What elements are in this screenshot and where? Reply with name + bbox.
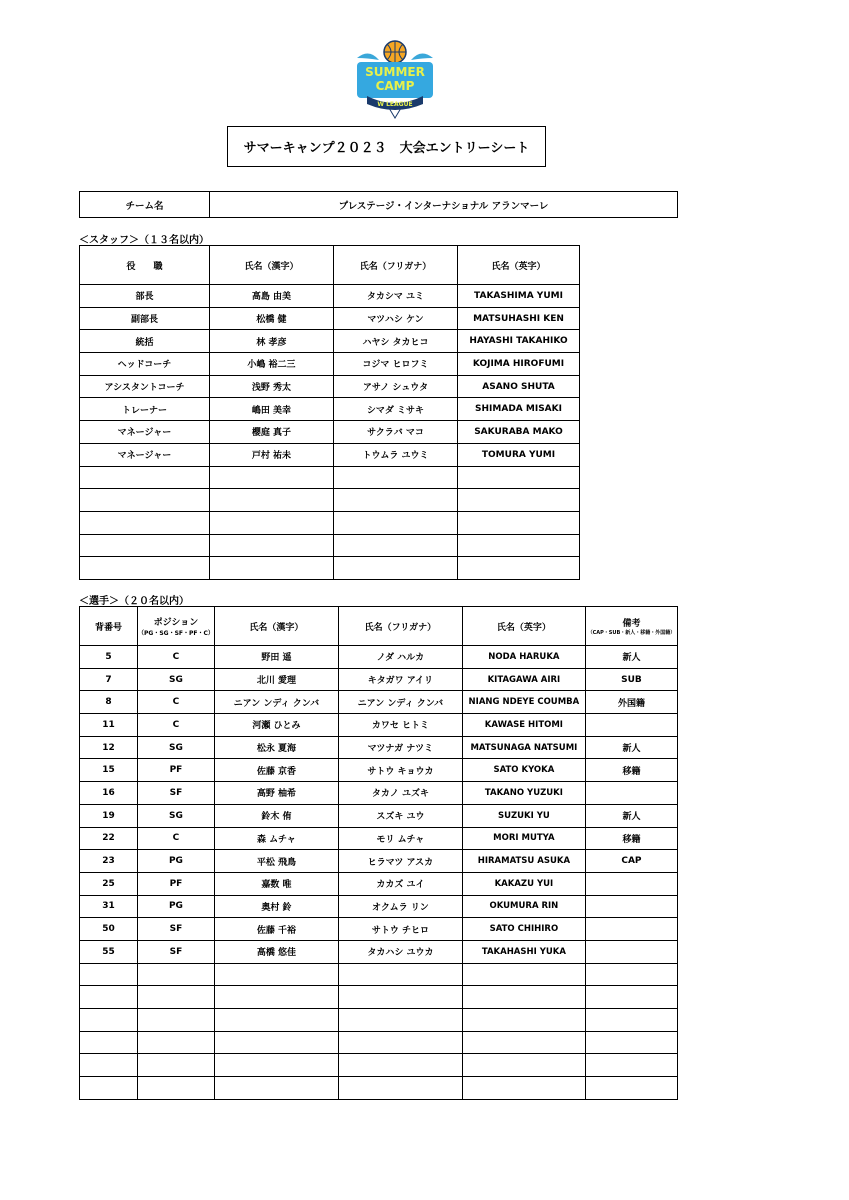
player-number: 23	[80, 850, 138, 873]
player-name-kana	[338, 1077, 462, 1100]
player-row	[80, 1054, 678, 1077]
player-name-kana	[338, 1031, 462, 1054]
staff-name-kana	[334, 557, 458, 580]
player-name-english: SUZUKI YU	[462, 804, 585, 827]
player-number: 50	[80, 918, 138, 941]
player-note	[585, 782, 677, 805]
player-name-kana: キタガワ アイリ	[338, 668, 462, 691]
player-position: C	[138, 714, 215, 737]
player-note	[585, 872, 677, 895]
staff-name-kana	[334, 511, 458, 534]
staff-name-kanji: 戸村 祐未	[210, 443, 334, 466]
staff-role: トレーナー	[80, 398, 210, 421]
staff-name-kanji: 林 孝彦	[210, 330, 334, 353]
player-name-english	[462, 986, 585, 1009]
player-number: 5	[80, 646, 138, 669]
logo-text-camp: CAMP	[375, 79, 415, 93]
staff-row	[80, 375, 580, 398]
staff-row	[80, 285, 580, 308]
player-name-english	[462, 1031, 585, 1054]
staff-name-english	[458, 557, 580, 580]
staff-role: 副部長	[80, 307, 210, 330]
staff-name-kanji	[210, 534, 334, 557]
staff-header-role: 役 職	[80, 246, 210, 285]
staff-name-kanji	[210, 489, 334, 512]
summer-camp-logo	[349, 38, 441, 120]
staff-name-kana	[334, 489, 458, 512]
player-number	[80, 1031, 138, 1054]
player-header-english: 氏名（英字）	[462, 607, 585, 646]
player-name-english: NIANG NDEYE COUMBA	[462, 691, 585, 714]
player-number: 7	[80, 668, 138, 691]
player-row	[80, 918, 678, 941]
player-name-kanji: 佐藤 京香	[214, 759, 338, 782]
player-position: SG	[138, 804, 215, 827]
player-position: SG	[138, 736, 215, 759]
player-name-english: OKUMURA RIN	[462, 895, 585, 918]
staff-role	[80, 511, 210, 534]
player-header-position	[138, 607, 215, 646]
player-note: 移籍	[585, 759, 677, 782]
player-position: PG	[138, 895, 215, 918]
player-name-english: MORI MUTYA	[462, 827, 585, 850]
player-row	[80, 714, 678, 737]
player-name-kanji: 佐藤 千裕	[214, 918, 338, 941]
player-note	[585, 940, 677, 963]
player-name-kanji: 森 ムチャ	[214, 827, 338, 850]
player-position: PF	[138, 759, 215, 782]
player-position	[138, 986, 215, 1009]
player-name-kanji: 河瀬 ひとみ	[214, 714, 338, 737]
player-position	[138, 1077, 215, 1100]
staff-name-kana	[334, 534, 458, 557]
team-table	[79, 191, 678, 218]
player-number: 19	[80, 804, 138, 827]
player-row	[80, 963, 678, 986]
staff-role	[80, 534, 210, 557]
player-name-kanji: 北川 愛理	[214, 668, 338, 691]
player-note	[585, 1077, 677, 1100]
staff-row	[80, 307, 580, 330]
player-header-note-sub: （CAP・SUB・新人・移籍・外国籍）	[587, 630, 676, 636]
player-header-position-sub: （PG・SG・SF・PF・C）	[138, 630, 214, 637]
player-row	[80, 872, 678, 895]
player-number: 8	[80, 691, 138, 714]
player-name-kanji: 奥村 鈴	[214, 895, 338, 918]
team-name: プレステージ・インターナショナル アランマーレ	[210, 192, 678, 218]
player-note	[585, 918, 677, 941]
staff-name-english: TOMURA YUMI	[458, 443, 580, 466]
staff-name-english: TAKASHIMA YUMI	[458, 285, 580, 308]
staff-row	[80, 489, 580, 512]
player-name-kana: スズキ ユウ	[338, 804, 462, 827]
player-name-english: TAKANO YUZUKI	[462, 782, 585, 805]
player-number: 16	[80, 782, 138, 805]
staff-role	[80, 557, 210, 580]
staff-name-english: SAKURABA MAKO	[458, 421, 580, 444]
player-table	[79, 606, 678, 1100]
staff-role: ヘッドコーチ	[80, 353, 210, 376]
player-name-kana	[338, 1009, 462, 1032]
staff-row	[80, 421, 580, 444]
player-note	[585, 714, 677, 737]
staff-name-kana: シマダ ミサキ	[334, 398, 458, 421]
staff-name-kanji	[210, 557, 334, 580]
player-name-kana: マツナガ ナツミ	[338, 736, 462, 759]
staff-name-kanji: 松橋 健	[210, 307, 334, 330]
player-note	[585, 986, 677, 1009]
team-label: チーム名	[80, 192, 210, 218]
player-section-label: ＜選手＞（２０名以内）	[79, 596, 189, 607]
player-name-kanji	[214, 1077, 338, 1100]
player-number: 12	[80, 736, 138, 759]
player-name-kanji: 鈴木 侑	[214, 804, 338, 827]
staff-role: マネージャー	[80, 421, 210, 444]
player-name-kana: カカズ ユイ	[338, 872, 462, 895]
staff-table	[79, 245, 580, 580]
player-name-kana: ノダ ハルカ	[338, 646, 462, 669]
staff-row	[80, 557, 580, 580]
staff-name-english: MATSUHASHI KEN	[458, 307, 580, 330]
staff-row	[80, 398, 580, 421]
player-name-kanji: 高橋 悠佳	[214, 940, 338, 963]
player-row	[80, 895, 678, 918]
player-name-kanji	[214, 963, 338, 986]
staff-role: 統括	[80, 330, 210, 353]
player-row	[80, 986, 678, 1009]
player-name-english	[462, 1054, 585, 1077]
player-header-number: 背番号	[80, 607, 138, 646]
staff-name-kana: トウムラ ユウミ	[334, 443, 458, 466]
player-number: 22	[80, 827, 138, 850]
player-number: 15	[80, 759, 138, 782]
player-number	[80, 1077, 138, 1100]
staff-name-kanji: 浅野 秀太	[210, 375, 334, 398]
staff-name-kanji	[210, 466, 334, 489]
staff-name-kana: アサノ シュウタ	[334, 375, 458, 398]
player-note: 新人	[585, 736, 677, 759]
staff-role	[80, 489, 210, 512]
player-name-kanji: 嘉数 唯	[214, 872, 338, 895]
player-row	[80, 1009, 678, 1032]
player-note: 新人	[585, 804, 677, 827]
player-name-english: KAKAZU YUI	[462, 872, 585, 895]
staff-name-kanji: 櫻庭 真子	[210, 421, 334, 444]
player-name-kanji: ニアン ンディ クンバ	[214, 691, 338, 714]
player-position: PG	[138, 850, 215, 873]
player-note: 新人	[585, 646, 677, 669]
player-row	[80, 804, 678, 827]
player-name-kanji: 高野 柚希	[214, 782, 338, 805]
player-name-kanji	[214, 1009, 338, 1032]
player-note: 移籍	[585, 827, 677, 850]
staff-name-english: SHIMADA MISAKI	[458, 398, 580, 421]
player-row	[80, 759, 678, 782]
staff-row	[80, 534, 580, 557]
player-position	[138, 1054, 215, 1077]
player-name-kana: サトウ チヒロ	[338, 918, 462, 941]
player-position	[138, 1009, 215, 1032]
player-name-kanji	[214, 1054, 338, 1077]
player-row	[80, 782, 678, 805]
player-note	[585, 1031, 677, 1054]
player-number	[80, 986, 138, 1009]
player-row	[80, 1077, 678, 1100]
player-name-kana: タカノ ユズキ	[338, 782, 462, 805]
player-name-english: HIRAMATSU ASUKA	[462, 850, 585, 873]
player-number: 55	[80, 940, 138, 963]
player-row	[80, 646, 678, 669]
player-row	[80, 1031, 678, 1054]
player-note: SUB	[585, 668, 677, 691]
staff-name-kana: サクラバ マコ	[334, 421, 458, 444]
staff-name-kana: タカシマ ユミ	[334, 285, 458, 308]
player-name-kana: カワセ ヒトミ	[338, 714, 462, 737]
player-position: SF	[138, 940, 215, 963]
staff-role: アシスタントコーチ	[80, 375, 210, 398]
player-row	[80, 827, 678, 850]
staff-name-kana: コジマ ヒロフミ	[334, 353, 458, 376]
player-number: 11	[80, 714, 138, 737]
staff-header-kanji: 氏名（漢字）	[210, 246, 334, 285]
player-row	[80, 850, 678, 873]
player-header-position-label: ポジション	[153, 618, 199, 628]
player-position	[138, 1031, 215, 1054]
staff-header-kana: 氏名（フリガナ）	[334, 246, 458, 285]
player-header-kana: 氏名（フリガナ）	[338, 607, 462, 646]
player-name-kana: ニアン ンディ クンバ	[338, 691, 462, 714]
staff-name-english	[458, 489, 580, 512]
player-number: 31	[80, 895, 138, 918]
staff-name-english: HAYASHI TAKAHIKO	[458, 330, 580, 353]
player-header-kanji: 氏名（漢字）	[214, 607, 338, 646]
player-name-english: NODA HARUKA	[462, 646, 585, 669]
staff-role: 部長	[80, 285, 210, 308]
player-number	[80, 1009, 138, 1032]
staff-role	[80, 466, 210, 489]
staff-name-kanji: 高島 由美	[210, 285, 334, 308]
player-header-note-label: 備考	[622, 619, 641, 629]
player-name-kana: タカハシ ユウカ	[338, 940, 462, 963]
player-name-kana	[338, 1054, 462, 1077]
player-position: SF	[138, 918, 215, 941]
player-row	[80, 668, 678, 691]
player-row	[80, 736, 678, 759]
logo-text-wleague: W LEAGUE	[377, 101, 413, 108]
player-name-english	[462, 963, 585, 986]
player-name-kana: サトウ キョウカ	[338, 759, 462, 782]
player-note	[585, 895, 677, 918]
player-name-english: MATSUNAGA NATSUMI	[462, 736, 585, 759]
player-name-kana: ヒラマツ アスカ	[338, 850, 462, 873]
player-position: C	[138, 691, 215, 714]
player-name-kana	[338, 986, 462, 1009]
player-position	[138, 963, 215, 986]
staff-name-kana: マツハシ ケン	[334, 307, 458, 330]
player-position: SF	[138, 782, 215, 805]
player-name-kana	[338, 963, 462, 986]
player-name-kanji: 平松 飛鳥	[214, 850, 338, 873]
player-note	[585, 1009, 677, 1032]
staff-name-english: KOJIMA HIROFUMI	[458, 353, 580, 376]
staff-name-english	[458, 511, 580, 534]
page-title: サマーキャンプ２０２３ 大会エントリーシート	[227, 126, 546, 167]
player-position: C	[138, 827, 215, 850]
logo-text-summer: SUMMER	[365, 65, 425, 79]
player-name-english	[462, 1077, 585, 1100]
staff-name-kanji: 小嶋 裕二三	[210, 353, 334, 376]
staff-name-kana: ハヤシ タカヒコ	[334, 330, 458, 353]
player-name-kanji: 松永 夏海	[214, 736, 338, 759]
player-number	[80, 1054, 138, 1077]
player-name-kanji	[214, 986, 338, 1009]
staff-row	[80, 353, 580, 376]
staff-name-english: ASANO SHUTA	[458, 375, 580, 398]
player-name-kana: オクムラ リン	[338, 895, 462, 918]
player-header-note	[585, 607, 677, 646]
staff-row	[80, 330, 580, 353]
player-position: C	[138, 646, 215, 669]
player-note: 外国籍	[585, 691, 677, 714]
player-row	[80, 691, 678, 714]
staff-header-english: 氏名（英字）	[458, 246, 580, 285]
player-note	[585, 1054, 677, 1077]
staff-name-english	[458, 534, 580, 557]
player-note	[585, 963, 677, 986]
player-position: PF	[138, 872, 215, 895]
player-name-english: TAKAHASHI YUKA	[462, 940, 585, 963]
player-name-english: KITAGAWA AIRI	[462, 668, 585, 691]
staff-section-label: ＜スタッフ＞（１３名以内）	[79, 235, 209, 246]
staff-name-kanji	[210, 511, 334, 534]
player-name-english: SATO CHIHIRO	[462, 918, 585, 941]
player-name-english: SATO KYOKA	[462, 759, 585, 782]
staff-row	[80, 511, 580, 534]
staff-role: マネージャー	[80, 443, 210, 466]
staff-name-kanji: 嶋田 美幸	[210, 398, 334, 421]
staff-name-english	[458, 466, 580, 489]
staff-row	[80, 466, 580, 489]
player-name-kanji	[214, 1031, 338, 1054]
player-position: SG	[138, 668, 215, 691]
player-note: CAP	[585, 850, 677, 873]
player-name-english	[462, 1009, 585, 1032]
player-row	[80, 940, 678, 963]
player-number: 25	[80, 872, 138, 895]
player-name-english: KAWASE HITOMI	[462, 714, 585, 737]
player-name-kanji: 野田 遥	[214, 646, 338, 669]
player-number	[80, 963, 138, 986]
player-name-kana: モリ ムチャ	[338, 827, 462, 850]
staff-name-kana	[334, 466, 458, 489]
staff-row	[80, 443, 580, 466]
